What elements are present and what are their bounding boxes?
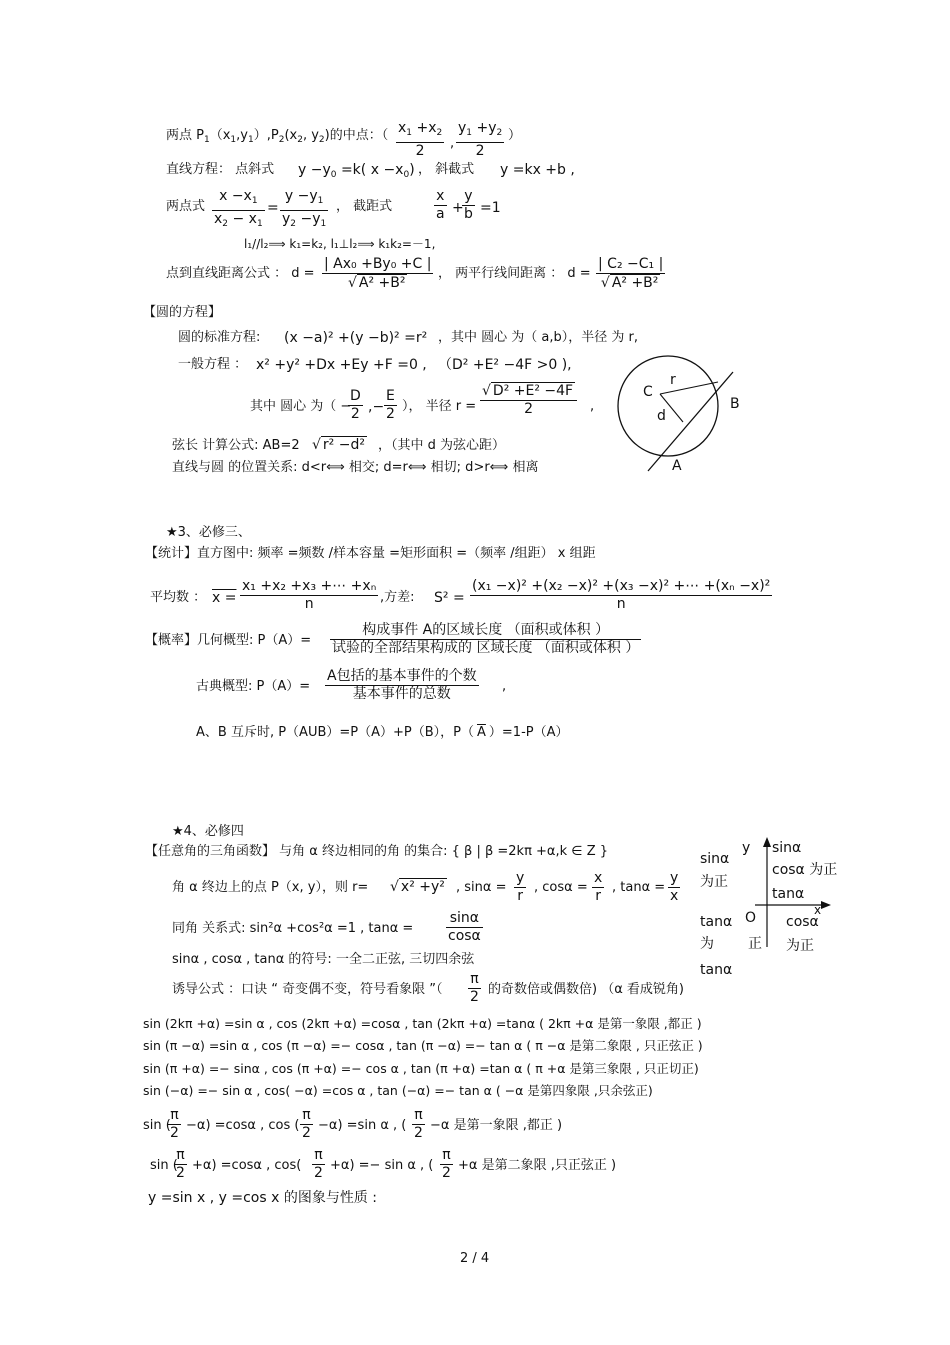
- distance-fraction: | Ax₀ +By₀ +C | √ A² +B²: [324, 256, 432, 291]
- parallel-distance-fraction: | C₂ −C₁ | √ A² +B²: [598, 256, 664, 291]
- general-formula: x² +y² +Dx +Ey +F =0 ,: [256, 357, 427, 373]
- x-arrow-icon: [821, 901, 831, 909]
- point-slope-label: 直线方程： 点斜式: [166, 162, 275, 177]
- two-point-label: 两点式: [166, 199, 206, 214]
- induction-fraction: π 2: [470, 971, 479, 1005]
- section-3-title: ★3、必修三、: [166, 525, 251, 540]
- mean-label: 平均数 ：: [150, 590, 207, 605]
- q4-positive: 为正: [786, 938, 814, 954]
- chord-label: 弦长 计算公式: AB=2: [172, 438, 300, 453]
- variance-lhs: S² =: [434, 590, 465, 606]
- label-c: C: [643, 384, 653, 400]
- standard-label: 圆的标准方程:: [178, 330, 261, 345]
- point-slope-formula: $y -y_0 =k$( $x -x_0$): [298, 162, 415, 180]
- section-4-title: ★4、必修四: [172, 824, 244, 839]
- distance-label: 点到直线距离公式 ： d =: [166, 266, 315, 281]
- chord-note: ，（其中 d 为弦心距）: [378, 438, 506, 453]
- label-r: r: [670, 372, 676, 388]
- formula-5: sin (: [143, 1118, 171, 1133]
- any-angle-text: 【任意角的三角函数】 与角 α 终边相同的角 的集合: { β | β =2kπ +α,k ∈ Z }: [145, 844, 609, 859]
- tan-fraction: y x: [670, 870, 679, 904]
- two-point-frac-y: $y -y_1$ $y_2 -y_1$: [282, 188, 327, 229]
- y-arrow-icon: [763, 837, 771, 847]
- page-number: 2 / 4: [460, 1251, 490, 1266]
- formula-4: sin (−α) =− sin α , cos( −α) =cos α , tan (−α) =− tan α ( −α 是第四象限 ,只余弦正): [143, 1083, 653, 1098]
- standard-formula: (x −a)² +(y −b)² =r²: [284, 330, 428, 346]
- identity-fraction: sinα cosα: [448, 910, 481, 944]
- mean-fraction: x₁ +x₂ +x₃ +⋯ +xₙ n: [242, 578, 377, 612]
- intercept-label: ， 斜截式: [418, 162, 475, 177]
- identity-label: 同角 关系式: sin²α +cos²α =1 , tanα =: [172, 921, 414, 936]
- parallel-perpendicular: l₁//l₂⟹ k₁=k₂, l₁⊥l₂⟹ k₁k₂=－1,: [244, 237, 436, 251]
- q2-sin: sinα: [700, 851, 730, 867]
- formula-3: sin (π +α) =− sinα , cos (π +α) =− cos α , tan (π +α) =tan α ( π +α 是第三象限 , 只正切正): [143, 1061, 699, 1076]
- q4-cos: cosα: [786, 914, 819, 930]
- variance-fraction: (x₁ −x)² +(x₂ −x)² +(x₃ −x)² +⋯ +(xₙ −x)² n: [472, 578, 771, 612]
- line-circle-position: 直线与圆 的位置关系: d<r⟺ 相交; d=r⟺ 相切; d>r⟺ 相离: [172, 460, 539, 475]
- radius-fraction: √ D² +E² −4F 2: [480, 382, 577, 418]
- midpoint-line: 两点 $P_1(x_1,y_1),P_2(x_2$, $y_2$)的中点：（: [166, 128, 389, 145]
- quadrant-signs: sinα , cosα , tanα 的符号: 一全二正弦, 三切四余弦: [172, 952, 475, 967]
- intercept-form-label: ， 截距式: [336, 199, 393, 214]
- circle-heading: 【圆的方程】: [143, 305, 222, 320]
- midpoint-x-fraction: $x_1 +x_2$ 2: [398, 120, 443, 159]
- label-a: A: [672, 458, 682, 474]
- geometric-label: 【概率】几何概型: P（A）=: [145, 633, 312, 648]
- formula-1: sin (2kπ +α) =sin α , cos (2kπ +α) =cosα , tan (2kπ +α) =tanα ( 2kπ +α 是第一象限 ,都正 ): [143, 1016, 702, 1031]
- q1-sin: sinα: [772, 840, 802, 856]
- histogram-text: 【统计】直方图中: 频率 =频数 /样本容量 =矩形面积 =（频率 /组距） x 组距: [145, 546, 596, 561]
- q3-tan-2: tanα: [700, 962, 733, 978]
- center-close: ）， 半径 r =: [402, 399, 477, 414]
- classical-fraction: A包括的基本事件的个数 基本事件的总数: [327, 668, 477, 702]
- induction-label: 诱导公式 ：口诀 “ 奇变偶不变，符号看象限 ”（: [172, 982, 443, 997]
- cos-fraction: x r: [594, 870, 603, 904]
- general-condition: （D² +E² −4F >0 ),: [438, 357, 572, 373]
- label-d: d: [657, 408, 666, 424]
- midpoint-y-fraction: $y_1 +y_2$ 2: [458, 120, 503, 159]
- terminal-root: √ x² +y²: [390, 879, 445, 895]
- geometric-fraction: 构成事件 A的区域长度 （面积或体积 ） 试验的全部结果构成的 区域长度 （面积或体积 ）: [332, 622, 640, 656]
- q3-tan: tanα: [700, 914, 733, 930]
- q3-zheng: 正: [748, 936, 762, 952]
- q1-cos: cosα 为正: [772, 862, 838, 878]
- intercept-frac-x: x a: [436, 188, 445, 222]
- two-point-frac-x: $x -x_1$ $x_2 - x_1$: [214, 188, 263, 229]
- terminal-label: 角 α 终边上的点 P（x, y），则 r=: [172, 880, 369, 895]
- center-label: 其中 圆心 为（ −: [250, 399, 352, 414]
- q2-positive: 为正: [700, 874, 728, 890]
- graphs-heading: y =sin x , y =cos x 的图象与性质 :: [148, 1190, 377, 1206]
- q3-wei: 为: [700, 936, 714, 952]
- intercept-frac-y: y b: [464, 188, 473, 222]
- radius-segment: [660, 382, 718, 394]
- classical-label: 古典概型: P（A）=: [196, 679, 311, 694]
- center-e-fraction: E 2: [386, 388, 395, 422]
- formula-6: sin (: [150, 1158, 178, 1173]
- general-label: 一般方程 ：: [178, 357, 248, 372]
- parallel-distance-label: ， 两平行线间距离 ： d =: [438, 266, 591, 281]
- formula-2: sin (π −α) =sin α , cos (π −α) =− cosα , tan (π −α) =− tan α ( π −α 是第二象限 , 只正弦正 ): [143, 1038, 703, 1053]
- center-d-fraction: D 2: [350, 388, 361, 422]
- q1-tan: tanα: [772, 886, 805, 902]
- standard-note: ，其中 圆心 为（ a,b），半径 为 r,: [438, 330, 638, 345]
- sin-fraction: y r: [516, 870, 525, 904]
- chord-root: √ r² −d²: [312, 437, 365, 453]
- slope-intercept-formula: y =kx +b ,: [500, 162, 575, 178]
- mutually-exclusive: A、B 互斥时, P（AUB）=P（A）+P（B），P（ $\overline{A}$ ）=1-P（A）: [196, 725, 569, 740]
- mean-lhs: x =: [212, 590, 237, 606]
- midpoint-label: 两点 P: [166, 128, 204, 143]
- midpoint-text: 的中点：（: [329, 128, 389, 143]
- variance-label: ,方差:: [380, 590, 415, 605]
- label-b: B: [730, 396, 740, 412]
